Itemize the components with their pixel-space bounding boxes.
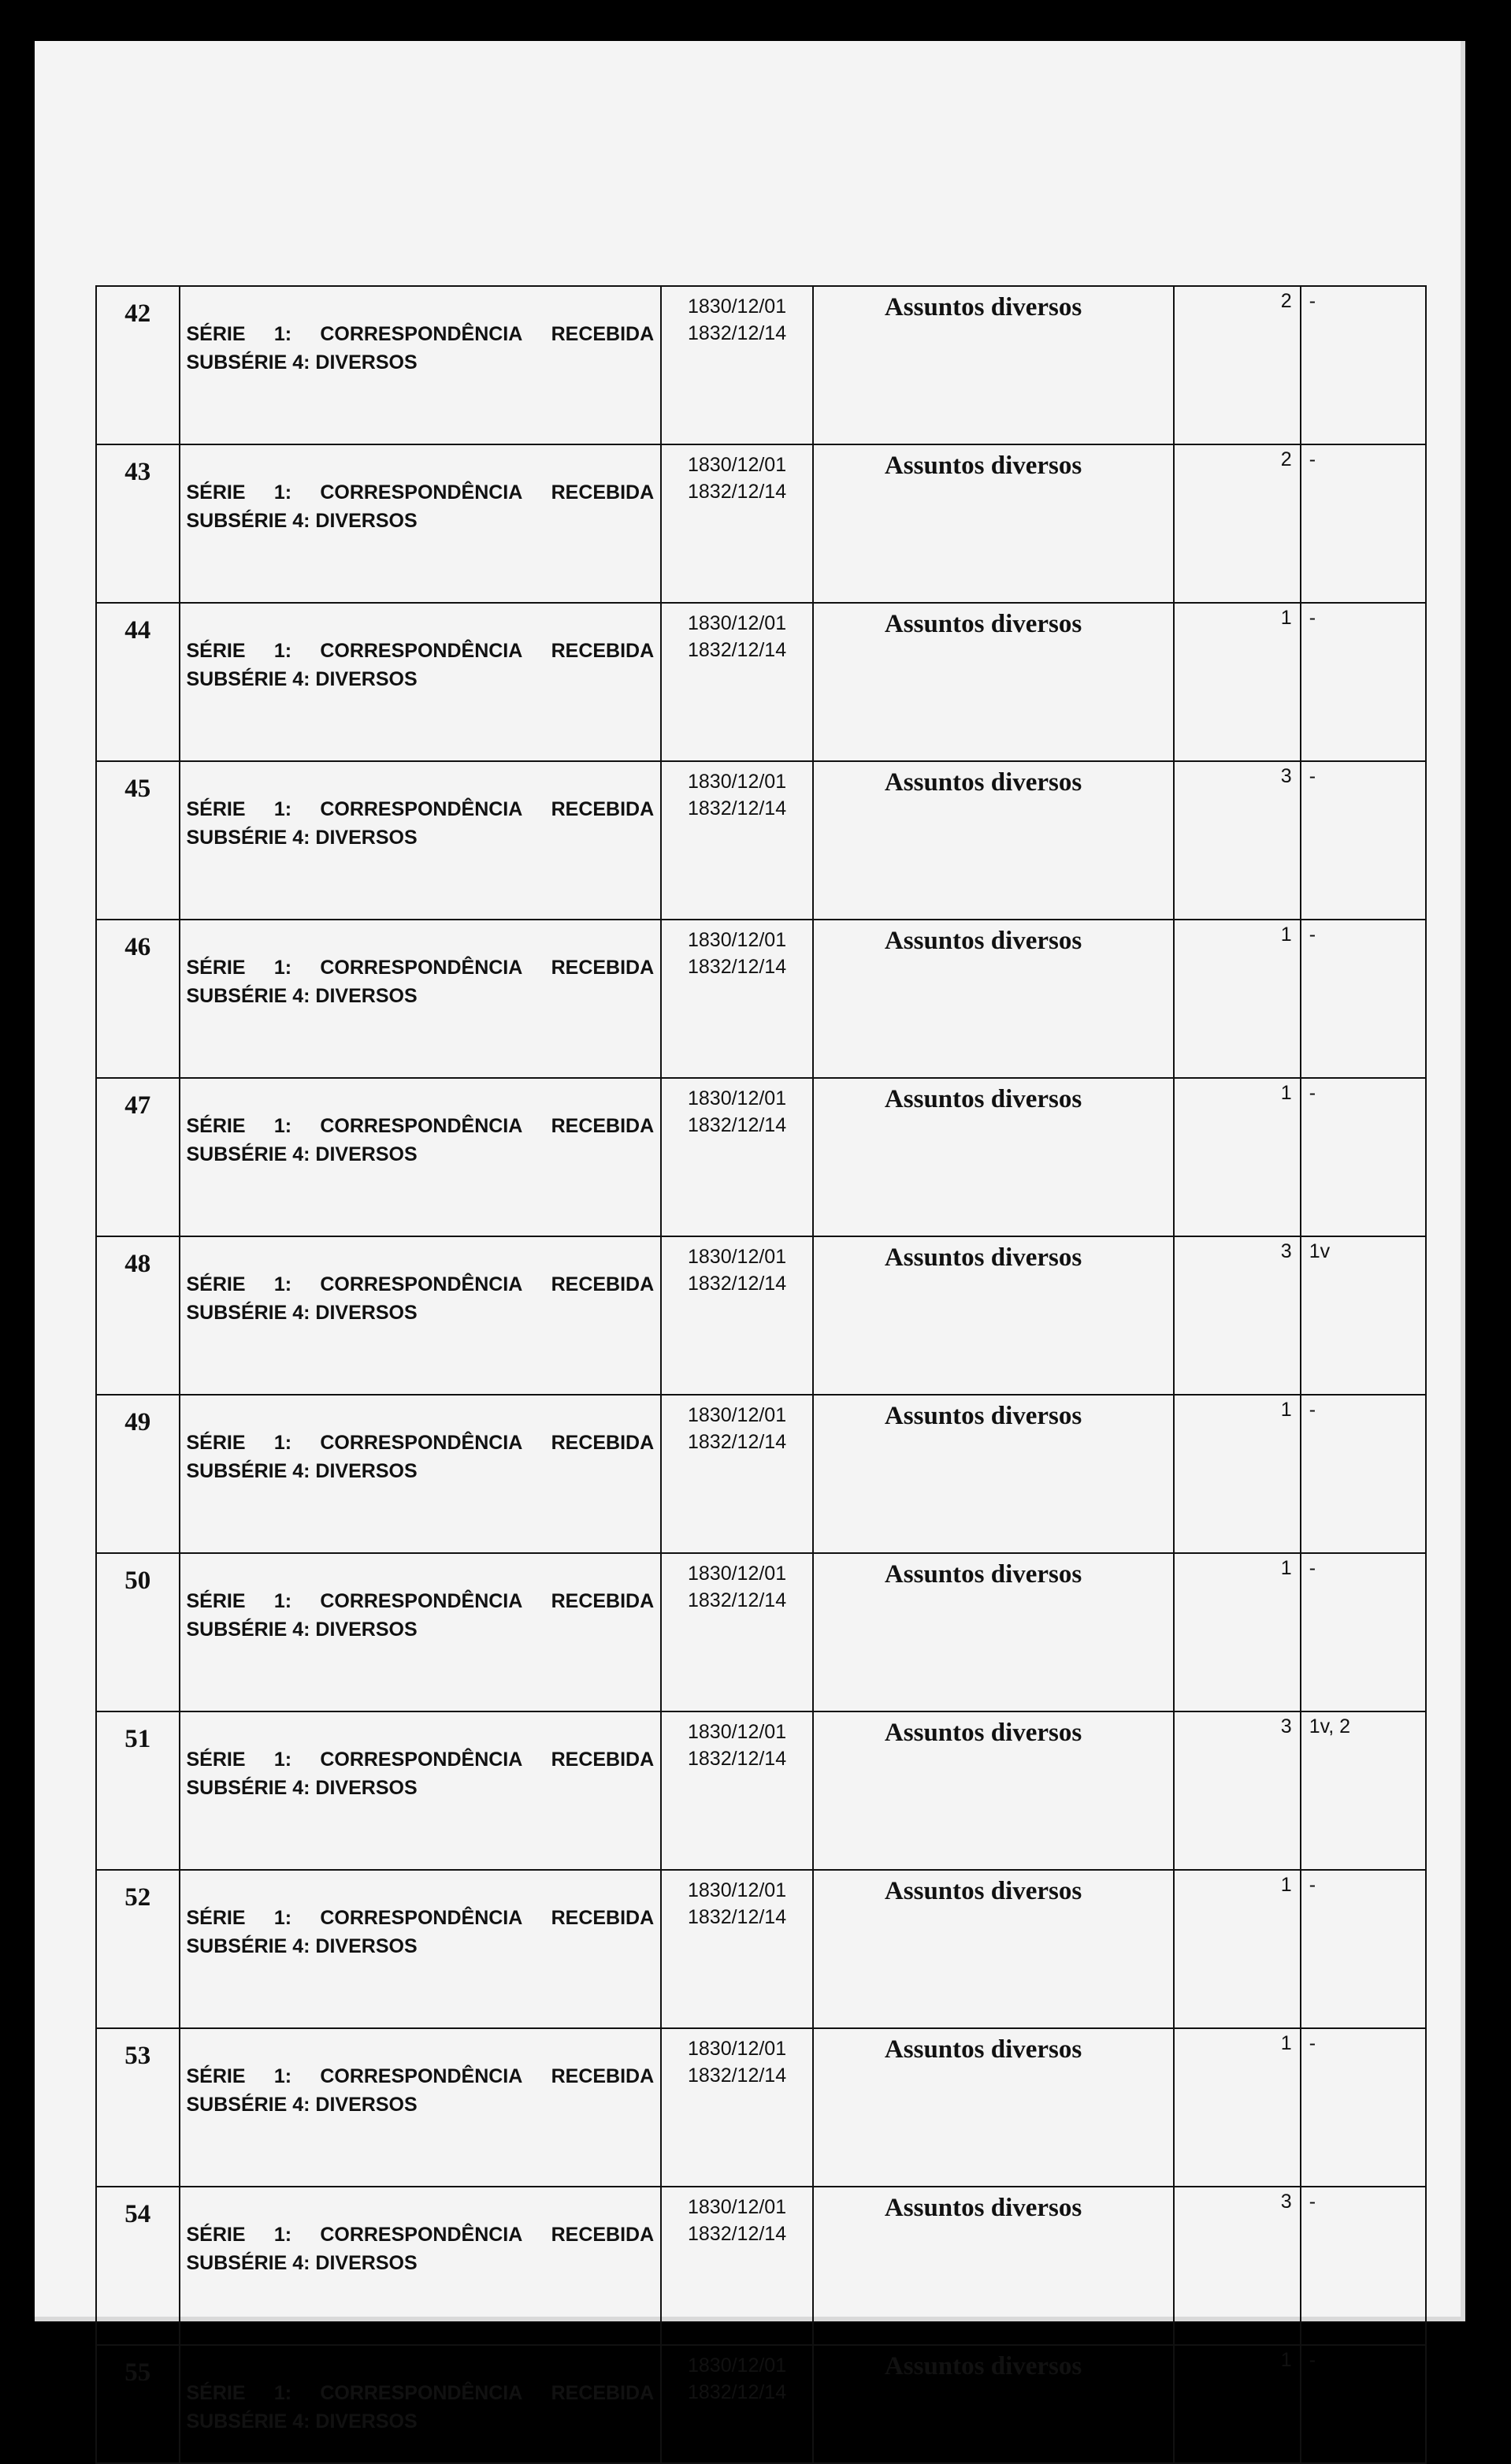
inventory-table [95,285,1427,2464]
folio-notes: 1v [1301,1236,1426,1395]
description-cell: Assuntos diversos [813,1870,1175,2028]
date-start: 1830/12/01 [687,2196,787,2218]
date-range-cell [661,2028,813,2187]
series-word: CORRESPONDÊNCIA [320,1590,523,1612]
folio-notes: - [1301,2028,1426,2187]
series-word: SÉRIE [186,1432,246,1454]
series-word: 1: [273,1907,292,1929]
series-word: SÉRIE [186,1749,246,1771]
date-end: 1832/12/14 [687,1114,787,1136]
folio-notes: - [1301,2345,1426,2463]
series-word: CORRESPONDÊNCIA [320,2224,523,2246]
series-word: 1: [273,1590,292,1612]
series-word: RECEBIDA [551,640,655,662]
date-start: 1830/12/01 [687,1246,787,1268]
document-count: 3 [1174,1711,1300,1870]
series-word: RECEBIDA [551,1115,655,1137]
item-number: 45 [96,761,180,920]
date-range-cell [661,1395,813,1553]
inventory-table-body [96,286,1426,2463]
series-word: 1: [273,2382,292,2404]
series-cell [180,1395,662,1553]
item-number: 49 [96,1395,180,1553]
series-cell [180,1078,662,1236]
series-word: SÉRIE [186,323,246,345]
date-end: 1832/12/14 [687,1273,787,1295]
series-word: RECEBIDA [551,1907,655,1929]
series-cell [180,2187,662,2345]
table-row [96,1236,1426,1395]
table-row [96,1870,1426,2028]
subseries-title: SUBSÉRIE 4: DIVERSOS [186,1777,418,1799]
date-end: 1832/12/14 [687,481,787,503]
subseries-title: SUBSÉRIE 4: DIVERSOS [186,2252,418,2274]
date-start: 1830/12/01 [687,1721,787,1743]
series-title [187,1587,655,1615]
item-number: 46 [96,920,180,1078]
document-count: 1 [1174,1395,1300,1553]
table-row [96,2345,1426,2463]
item-number: 48 [96,1236,180,1395]
series-word: 1: [273,1749,292,1771]
folio-notes: - [1301,444,1426,603]
series-title [187,1270,655,1299]
item-number: 50 [96,1553,180,1711]
series-cell [180,2345,662,2463]
series-word: 1: [273,1273,292,1295]
series-title [187,1429,655,1457]
series-word: 1: [273,1432,292,1454]
description-cell: Assuntos diversos [813,2187,1175,2345]
series-word: RECEBIDA [551,481,655,504]
description-cell: Assuntos diversos [813,286,1175,444]
document-count: 1 [1174,1078,1300,1236]
table-row [96,1078,1426,1236]
item-number: 42 [96,286,180,444]
date-range-cell [661,286,813,444]
series-word: CORRESPONDÊNCIA [320,323,523,345]
series-word: SÉRIE [186,1590,246,1612]
date-start: 1830/12/01 [687,1879,787,1901]
series-title [187,2062,655,2090]
subseries-title: SUBSÉRIE 4: DIVERSOS [186,668,418,690]
description-cell: Assuntos diversos [813,1553,1175,1711]
date-range-cell [661,1553,813,1711]
item-number: 47 [96,1078,180,1236]
description-cell: Assuntos diversos [813,444,1175,603]
subseries-title: SUBSÉRIE 4: DIVERSOS [186,1143,418,1165]
date-start: 1830/12/01 [687,295,787,318]
folio-notes: - [1301,1553,1426,1711]
series-word: SÉRIE [186,1273,246,1295]
description-cell: Assuntos diversos [813,2028,1175,2187]
table-row [96,761,1426,920]
folio-notes: - [1301,1395,1426,1553]
series-word: SÉRIE [186,1907,246,1929]
series-word: CORRESPONDÊNCIA [320,798,523,820]
series-word: SÉRIE [186,640,246,662]
series-word: 1: [273,2224,292,2246]
series-word: RECEBIDA [551,2065,655,2087]
folio-notes: - [1301,1870,1426,2028]
item-number: 54 [96,2187,180,2345]
date-end: 1832/12/14 [687,2381,787,2403]
description-cell: Assuntos diversos [813,1236,1175,1395]
series-word: SÉRIE [186,481,246,504]
date-end: 1832/12/14 [687,2064,787,2087]
description-cell: Assuntos diversos [813,1711,1175,1870]
folio-notes: - [1301,920,1426,1078]
description-cell: Assuntos diversos [813,920,1175,1078]
series-word: 1: [273,957,292,979]
series-title [187,637,655,665]
subseries-title: SUBSÉRIE 4: DIVERSOS [186,351,418,374]
table-row [96,2028,1426,2187]
date-start: 1830/12/01 [687,1087,787,1109]
series-word: RECEBIDA [551,957,655,979]
date-range-cell [661,761,813,920]
series-word: 1: [273,798,292,820]
series-cell [180,1236,662,1395]
folio-notes: - [1301,761,1426,920]
description-cell: Assuntos diversos [813,1395,1175,1553]
series-word: RECEBIDA [551,1432,655,1454]
date-start: 1830/12/01 [687,2354,787,2377]
table-row [96,920,1426,1078]
date-end: 1832/12/14 [687,1906,787,1928]
date-range-cell [661,2345,813,2463]
folio-notes: - [1301,286,1426,444]
document-count: 3 [1174,1236,1300,1395]
item-number: 44 [96,603,180,761]
folio-notes: 1v, 2 [1301,1711,1426,1870]
date-end: 1832/12/14 [687,1589,787,1611]
series-title [187,2221,655,2249]
series-word: SÉRIE [186,2224,246,2246]
series-title [187,2379,655,2407]
series-title [187,795,655,823]
date-range-cell [661,1870,813,2028]
series-word: RECEBIDA [551,323,655,345]
description-cell: Assuntos diversos [813,1078,1175,1236]
series-word: CORRESPONDÊNCIA [320,481,523,504]
date-range-cell [661,1236,813,1395]
date-range-cell [661,920,813,1078]
date-start: 1830/12/01 [687,771,787,793]
series-word: CORRESPONDÊNCIA [320,1432,523,1454]
series-cell [180,603,662,761]
table-row [96,2187,1426,2345]
series-word: CORRESPONDÊNCIA [320,1749,523,1771]
series-word: SÉRIE [186,2065,246,2087]
series-word: RECEBIDA [551,2224,655,2246]
item-number: 55 [96,2345,180,2463]
date-end: 1832/12/14 [687,797,787,819]
series-word: 1: [273,2065,292,2087]
folio-notes: - [1301,603,1426,761]
folio-notes: - [1301,1078,1426,1236]
subseries-title: SUBSÉRIE 4: DIVERSOS [186,510,418,532]
series-word: RECEBIDA [551,1273,655,1295]
series-word: 1: [273,1115,292,1137]
table-row [96,1553,1426,1711]
document-count: 1 [1174,603,1300,761]
description-cell: Assuntos diversos [813,2345,1175,2463]
table-row [96,1711,1426,1870]
series-title [187,1904,655,1932]
series-word: CORRESPONDÊNCIA [320,1907,523,1929]
date-range-cell [661,1078,813,1236]
document-count: 1 [1174,2345,1300,2463]
subseries-title: SUBSÉRIE 4: DIVERSOS [186,827,418,849]
document-count: 2 [1174,444,1300,603]
document-count: 3 [1174,2187,1300,2345]
series-word: RECEBIDA [551,1749,655,1771]
subseries-title: SUBSÉRIE 4: DIVERSOS [186,1302,418,1324]
series-word: CORRESPONDÊNCIA [320,2065,523,2087]
date-range-cell [661,603,813,761]
document-count: 1 [1174,1870,1300,2028]
series-word: CORRESPONDÊNCIA [320,1115,523,1137]
series-word: 1: [273,323,292,345]
date-start: 1830/12/01 [687,612,787,634]
subseries-title: SUBSÉRIE 4: DIVERSOS [186,2410,418,2432]
table-row [96,286,1426,444]
item-number: 53 [96,2028,180,2187]
description-cell: Assuntos diversos [813,761,1175,920]
document-page [35,41,1465,2432]
subseries-title: SUBSÉRIE 4: DIVERSOS [186,2094,418,2116]
series-word: CORRESPONDÊNCIA [320,957,523,979]
date-range-cell [661,2187,813,2345]
folio-notes: - [1301,2187,1426,2345]
series-title [187,1745,655,1774]
series-word: SÉRIE [186,798,246,820]
subseries-title: SUBSÉRIE 4: DIVERSOS [186,985,418,1007]
series-cell [180,2028,662,2187]
date-start: 1830/12/01 [687,1563,787,1585]
series-title [187,1112,655,1140]
document-count: 2 [1174,286,1300,444]
series-word: SÉRIE [186,2382,246,2404]
series-title [187,953,655,982]
document-count: 3 [1174,761,1300,920]
series-word: 1: [273,640,292,662]
series-word: SÉRIE [186,1115,246,1137]
series-word: RECEBIDA [551,2382,655,2404]
date-end: 1832/12/14 [687,639,787,661]
document-count: 1 [1174,920,1300,1078]
description-cell: Assuntos diversos [813,603,1175,761]
series-cell [180,1870,662,2028]
series-word: SÉRIE [186,957,246,979]
series-word: CORRESPONDÊNCIA [320,2382,523,2404]
date-start: 1830/12/01 [687,2038,787,2060]
series-cell [180,1553,662,1711]
item-number: 52 [96,1870,180,2028]
date-end: 1832/12/14 [687,2223,787,2245]
series-cell [180,286,662,444]
series-word: RECEBIDA [551,1590,655,1612]
series-word: RECEBIDA [551,798,655,820]
date-start: 1830/12/01 [687,1404,787,1426]
table-row [96,603,1426,761]
document-count: 1 [1174,1553,1300,1711]
subseries-title: SUBSÉRIE 4: DIVERSOS [186,1935,418,1957]
date-start: 1830/12/01 [687,929,787,951]
series-word: CORRESPONDÊNCIA [320,1273,523,1295]
series-word: 1: [273,481,292,504]
document-count: 1 [1174,2028,1300,2187]
series-cell [180,761,662,920]
date-end: 1832/12/14 [687,322,787,344]
date-end: 1832/12/14 [687,1431,787,1453]
series-cell [180,444,662,603]
date-range-cell [661,444,813,603]
series-title [187,320,655,348]
table-row [96,444,1426,603]
series-title [187,478,655,507]
item-number: 51 [96,1711,180,1870]
subseries-title: SUBSÉRIE 4: DIVERSOS [186,1460,418,1482]
item-number: 43 [96,444,180,603]
table-row [96,1395,1426,1553]
series-word: CORRESPONDÊNCIA [320,640,523,662]
subseries-title: SUBSÉRIE 4: DIVERSOS [186,1619,418,1641]
date-end: 1832/12/14 [687,1748,787,1770]
series-cell [180,1711,662,1870]
date-range-cell [661,1711,813,1870]
date-start: 1830/12/01 [687,454,787,476]
series-cell [180,920,662,1078]
date-end: 1832/12/14 [687,956,787,978]
